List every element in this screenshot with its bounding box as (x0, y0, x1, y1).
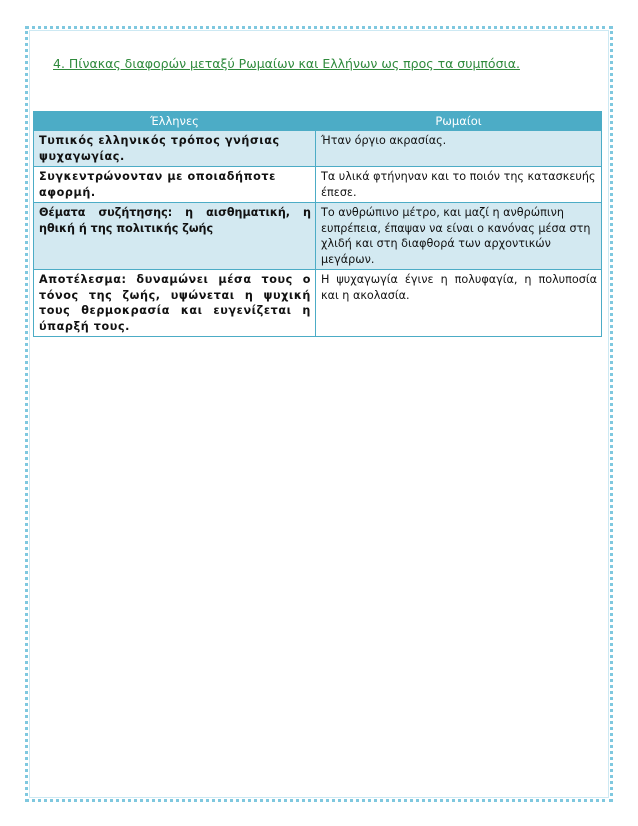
cell-greeks: Τυπικός ελληνικός τρόπος γνήσιας ψυχαγωγίας. (34, 131, 316, 167)
table-row (34, 203, 602, 270)
table-row (34, 167, 602, 203)
table-row (34, 131, 602, 167)
header-greeks: Έλληνες (34, 112, 316, 131)
comparison-table (33, 111, 602, 337)
cell-greeks: Αποτέλεσμα: δυναμώνει μέσα τους ο τόνος της ζωής, υψώνεται η ψυχική τους θερμοκρασία και ευγενίζεται η ύπαρξή τους. (34, 270, 316, 337)
table-header-row (34, 112, 602, 131)
section-heading: 4. Πίνακας διαφορών μεταξύ Ρωμαίων και Ελλήνων ως προς τα συμπόσια. (53, 56, 520, 71)
cell-greeks: Συγκεντρώνονταν με οποιαδήποτε αφορμή. (34, 167, 316, 203)
cell-romans: Το ανθρώπινο μέτρο, και μαζί η ανθρώπινη ευπρέπεια, έπαψαν να είναι ο κανόνας μέσα στη χλιδή και στη διαφθορά των αρχοντικών μεγάρων. (316, 203, 602, 270)
table-row (34, 270, 602, 337)
cell-greeks: Θέματα συζήτησης: η αισθηματική, η ηθική ή της πολιτικής ζωής (34, 203, 316, 270)
cell-romans: Ήταν όργιο ακρασίας. (316, 131, 602, 167)
header-romans: Ρωμαίοι (316, 112, 602, 131)
cell-romans: Τα υλικά φτήνηναν και το ποιόν της κατασκευής έπεσε. (316, 167, 602, 203)
cell-romans: Η ψυχαγωγία έγινε η πολυφαγία, η πολυποσία και η ακολασία. (316, 270, 602, 337)
